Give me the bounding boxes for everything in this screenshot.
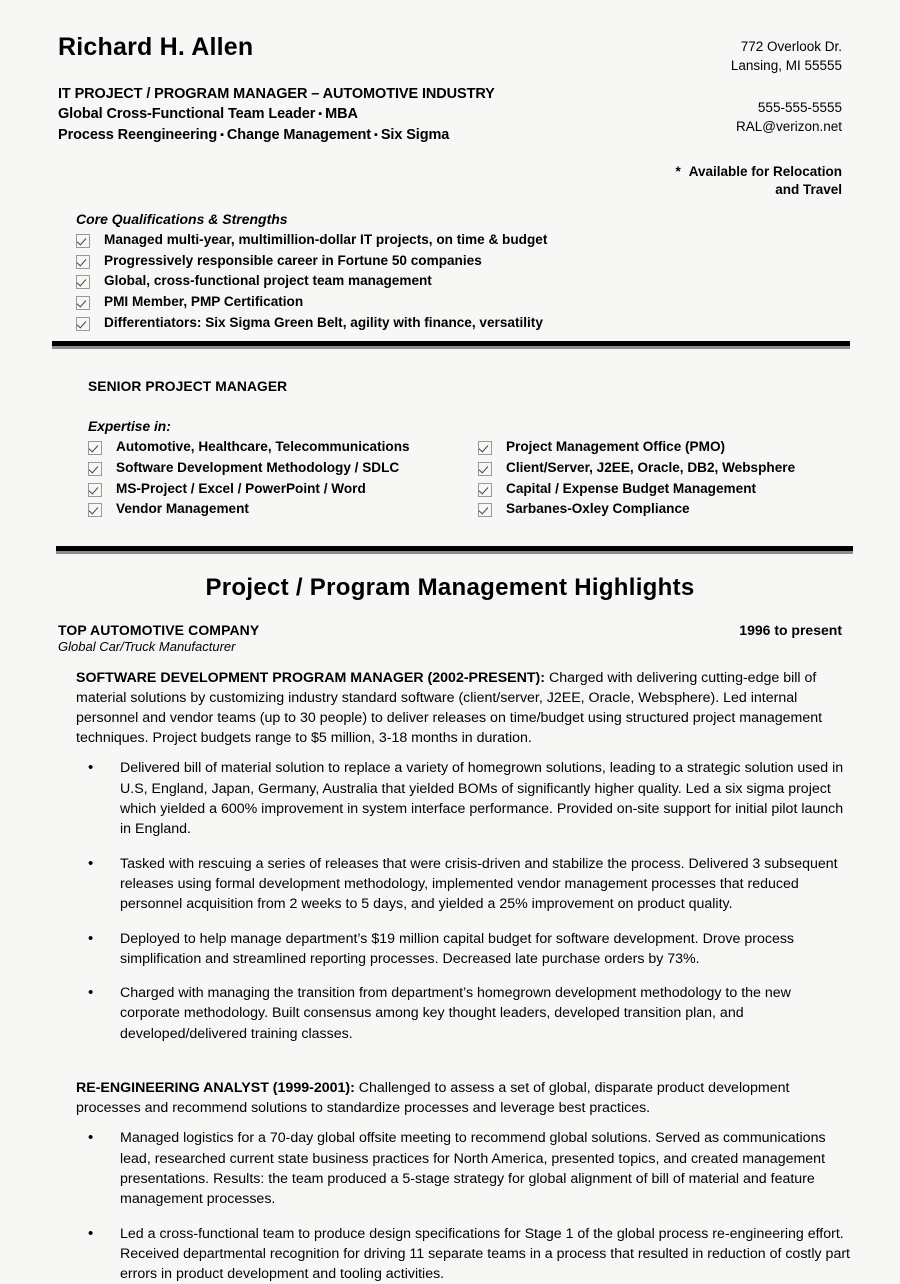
checkbox-checked-icon [76,296,90,310]
list-item-label: Global, cross-functional project team management [104,273,432,289]
list-item [76,313,842,334]
section-title: SENIOR PROJECT MANAGER [88,379,288,395]
list-item-label: MS-Project / Excel / PowerPoint / Word [116,480,366,496]
list-item [478,458,842,479]
address-line-1: 772 Overlook Dr. [740,39,842,54]
expertise-list-left [88,437,478,520]
list-item: • Delivered bill of material solution to replace a variety of homegrown solutions, leading to a strategic solution used in U.S, England, Japan, Germany, Australia that yielded BOMs of significantly higher quality. Led a six sigma project which yielded a 600% improvement in system interface performance. Provided on-site support for initial pilot launch in England. [86,758,852,839]
relocation-note [600,163,842,199]
role-summary: Charged with delivering cutting-edge bill of material solutions by customizing industry standard software (client/server, J2EE, Oracle, Websphere). Led internal personnel and vendor teams (up to 30 people) to deliver releases on time/budget using structured project management techniques. Project budgets range to $5 million, 3-18 months in duration. [76,669,823,747]
list-item-label: Software Development Methodology / SDLC [116,459,400,475]
divider-shadow [56,551,853,554]
square-separator-icon: ▪ [374,128,378,141]
list-item-label: PMI Member, PMP Certification [104,293,304,309]
checkbox-checked-icon [88,483,102,497]
list-item [478,437,842,458]
headline-block [58,84,600,146]
headline-line-2-part-a: Global Cross-Functional Team Leader [58,106,316,123]
expertise-list-right [478,437,842,520]
relocation-line-2: and Travel [775,181,842,197]
relocation-line-1: Available for Relocation [688,163,842,179]
email-address[interactable]: RAL@verizon.net [735,118,842,134]
list-item [88,437,478,458]
list-item-label: Progressively responsible career in Fortune 50 companies [104,252,482,268]
role-title: SOFTWARE DEVELOPMENT PROGRAM MANAGER (2002-PRESENT): [76,669,546,686]
list-item-label: Sarbanes-Oxley Compliance [506,501,690,517]
list-item-label: Project Management Office (PMO) [506,439,726,455]
list-item [88,499,478,520]
role-2-bullets [0,1128,900,1284]
role-1-bullets [0,758,900,1044]
square-separator-icon: ▪ [220,128,224,141]
highlights-title: Project / Program Management Highlights [205,573,695,601]
company-name: TOP AUTOMOTIVE COMPANY [58,621,260,638]
list-item-label: Differentiators: Six Sigma Green Belt, agility with finance, versatility [104,314,543,330]
expertise-heading: Expertise in: [88,419,171,435]
role-block-1 [0,654,900,749]
candidate-name: Richard H. Allen [58,33,254,61]
headline-line-3-part-c: Six Sigma [380,126,450,143]
list-item-label: Client/Server, J2EE, Oracle, DB2, Websphere [506,459,796,475]
expertise-columns [88,437,842,520]
checkbox-checked-icon [76,317,90,331]
checkbox-checked-icon [76,234,90,248]
section-divider-bottom [0,546,900,554]
headline-line-3-part-b: Change Management [226,126,372,143]
list-item: • Tasked with rescuing a series of releases that were crisis-driven and stabilize the process. Delivered 3 subsequent releases using formal development methodology, implemented vendor management processes that reduced personnel acquisition from 2 weeks to 5 days, and yielded a 25% improvement on product quality. [86,854,852,915]
checkbox-checked-icon [88,503,102,517]
section-divider-top [0,341,900,349]
headline-line-1: IT PROJECT / PROGRAM MANAGER – AUTOMOTIVE INDUSTRY [58,85,495,102]
list-item-label: Managed multi-year, multimillion-dollar IT projects, on time & budget [104,231,548,247]
list-item [88,458,478,479]
checkbox-checked-icon [88,441,102,455]
list-item [76,230,842,251]
checkbox-checked-icon [88,462,102,476]
phone-number: 555-555-5555 [757,100,842,116]
company-subtitle: Global Car/Truck Manufacturer [58,638,236,654]
contact-block [600,34,842,199]
square-separator-icon: ▪ [318,108,323,121]
core-qualifications-section [0,199,900,333]
list-item [76,292,842,313]
list-item: • Deployed to help manage department’s $19 million capital budget for software development. Drove process simplification and streamlined reporting processes. Decreased late purchase orders by 73%. [86,929,852,970]
contact-details-group [600,99,842,136]
expertise-column-left [88,437,478,520]
role-title: RE-ENGINEERING ANALYST (1999-2001): [76,1080,355,1097]
list-item [478,479,842,500]
list-item-label: Vendor Management [116,501,249,517]
list-item [76,271,842,292]
headline-line-2 [58,104,600,125]
expertise-column-right [478,437,842,520]
checkbox-checked-icon [478,462,492,476]
company-row [0,602,900,638]
list-item: • Led a cross-functional team to produce design specifications for Stage 1 of the global process re-engineering effort. Received departmental recognition for driving 11 separate teams in a process that resulted in reduction of costly part errors in product development and tooling activities. [86,1224,852,1284]
list-item: • Charged with managing the transition from department’s homegrown development methodology to the new corporate methodology. Built consensus among key thought leaders, developed transition plan, and developed/delivered training classes. [86,983,852,1044]
resume-header [0,0,900,199]
checkbox-checked-icon [478,441,492,455]
list-item [88,479,478,500]
list-item [76,251,842,272]
role-block-2 [0,1058,900,1118]
role-summary-paragraph [76,668,848,749]
list-item: • Managed logistics for a 70-day global offsite meeting to recommend global solutions. Served as communications lead, researched current state business practices for North America, presented topics, and created management presentations. Results: the team produced a 5-stage strategy for global alignment of bill of material and feature management processes. [86,1128,852,1209]
headline-line-3 [58,125,600,146]
asterisk-icon: * [675,163,681,179]
core-qualifications-list [76,230,842,333]
list-item-label: Capital / Expense Budget Management [506,480,757,496]
list-item [478,499,842,520]
role-summary: Challenged to assess a set of global, disparate product development processes and recommend solutions to standardize processes and leverage best practices. [76,1080,790,1117]
address-group [600,38,842,75]
role-summary-paragraph [76,1078,848,1118]
list-item-label: Automotive, Healthcare, Telecommunications [116,439,410,455]
checkbox-checked-icon [76,255,90,269]
checkbox-checked-icon [478,503,492,517]
headline-line-2-part-b: MBA [325,106,358,123]
core-qualifications-heading: Core Qualifications & Strengths [76,210,288,227]
checkbox-checked-icon [478,483,492,497]
header-left-block [58,34,600,145]
address-line-2: Lansing, MI 55555 [730,57,842,73]
checkbox-checked-icon [76,275,90,289]
headline-line-3-part-a: Process Reengineering [58,126,218,143]
company-dates: 1996 to present [739,621,842,638]
senior-project-manager-section [0,349,900,520]
